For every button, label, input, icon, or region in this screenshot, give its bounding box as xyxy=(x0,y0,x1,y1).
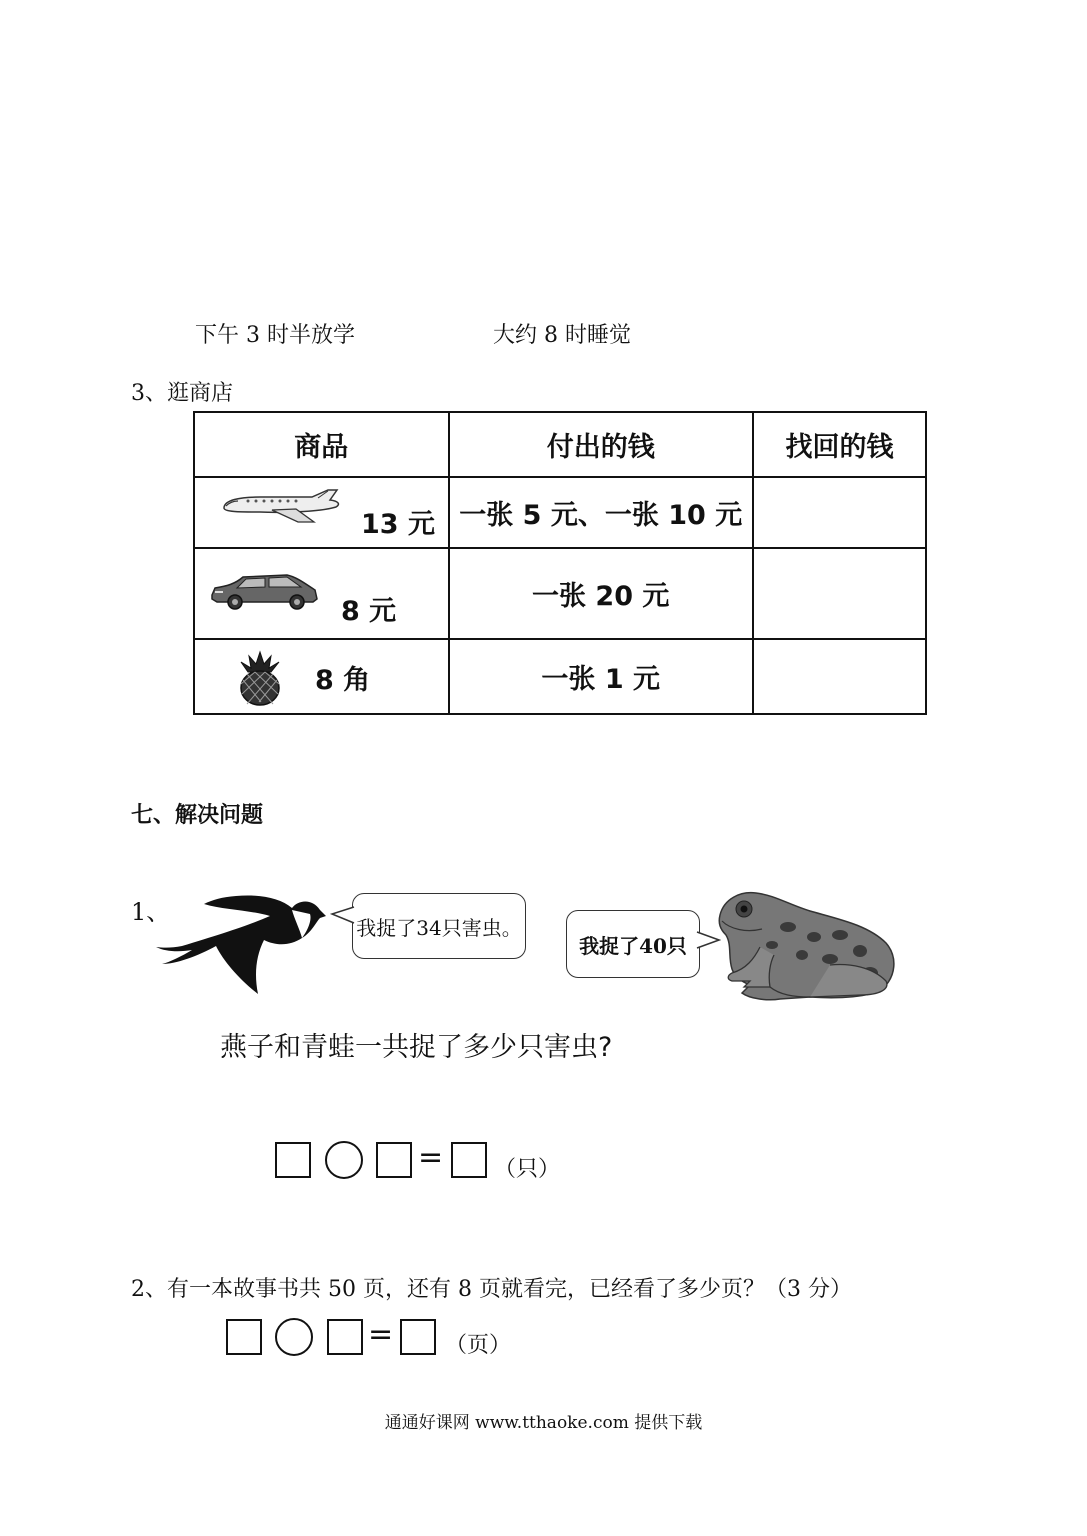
price-car: 8 元 xyxy=(341,596,397,627)
answer-box-result[interactable] xyxy=(400,1319,436,1355)
answer-box-1[interactable] xyxy=(275,1142,311,1178)
q3-title: 3、逛商店 xyxy=(131,381,233,406)
swallow-bubble-tail xyxy=(330,905,356,927)
paid-cell: 一张 20 元 xyxy=(449,548,753,639)
price-airplane: 13 元 xyxy=(361,509,435,540)
item-cell xyxy=(194,548,449,639)
schedule-afternoon: 下午 3 时半放学 xyxy=(195,323,355,348)
frog-speech-bubble xyxy=(566,910,700,978)
equals-sign: = xyxy=(368,1317,394,1352)
change-cell[interactable] xyxy=(753,548,926,639)
answer-box-1[interactable] xyxy=(226,1319,262,1355)
change-cell[interactable] xyxy=(753,639,926,714)
frog-speech-text: 我捉了40只 xyxy=(579,933,687,958)
operator-circle[interactable] xyxy=(275,1318,313,1356)
problem-1-question: 燕子和青蛙一共捉了多少只害虫? xyxy=(220,1032,613,1063)
footer-watermark: 通通好课网 www.tthaoke.com 提供下载 xyxy=(384,1413,703,1433)
problem-2-text: 2、有一本故事书共 50 页，还有 8 页就看完，已经看了多少页？（3 分） xyxy=(131,1277,852,1302)
swallow-speech-text: 我捉了34只害虫。 xyxy=(356,915,522,940)
header-paid: 付出的钱 xyxy=(449,412,753,477)
paid-cell: 一张 5 元、一张 10 元 xyxy=(449,477,753,548)
table-row xyxy=(194,477,926,548)
answer-box-2[interactable] xyxy=(327,1319,363,1355)
header-item: 商品 xyxy=(194,412,449,477)
answer-box-result[interactable] xyxy=(451,1142,487,1178)
price-pineapple: 8 角 xyxy=(315,665,371,696)
table-row xyxy=(194,639,926,714)
equals-sign: = xyxy=(418,1140,444,1175)
change-cell[interactable] xyxy=(753,477,926,548)
operator-circle[interactable] xyxy=(325,1141,363,1179)
item-cell xyxy=(194,477,449,548)
swallow-icon xyxy=(152,890,327,1000)
table-header-row xyxy=(194,412,926,477)
section-7-title: 七、解决问题 xyxy=(131,802,264,828)
schedule-bedtime: 大约 8 时睡觉 xyxy=(493,323,631,348)
frog-icon xyxy=(710,885,900,1003)
table-row xyxy=(194,548,926,639)
swallow-speech-bubble xyxy=(352,893,526,959)
paid-cell: 一张 1 元 xyxy=(449,639,753,714)
answer-box-2[interactable] xyxy=(376,1142,412,1178)
pineapple-icon xyxy=(235,650,285,706)
unit-label: （只） xyxy=(494,1157,561,1182)
header-change: 找回的钱 xyxy=(753,412,926,477)
problem-1-number: 1、 xyxy=(131,898,171,926)
item-cell xyxy=(194,639,449,714)
shop-table xyxy=(193,411,927,715)
airplane-icon xyxy=(220,488,346,524)
car-icon xyxy=(209,571,321,611)
unit-label: （页） xyxy=(445,1333,512,1358)
